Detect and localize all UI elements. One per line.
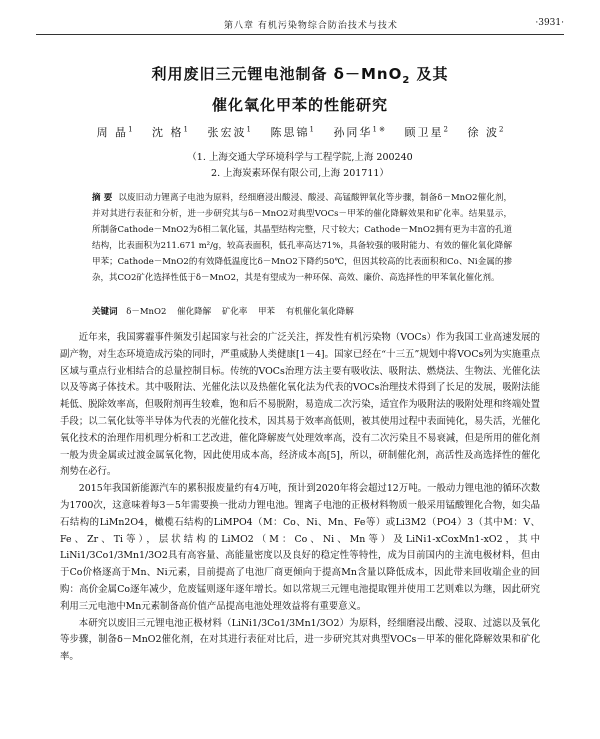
author bbox=[467, 126, 503, 139]
author-name: 徐 波 bbox=[467, 126, 499, 139]
author-affiliation-mark: 1 bbox=[246, 125, 251, 134]
body-paragraph-2: 2015年我国新能源汽车的累积报废量约有4万吨，预计到2020年将会超过12万吨。一般动力锂电池的循环次数为1700次，这意味着每3－5年需要换一批动力锂电池。锂离子电池的正极材料物质一般采用锰酸锂化合物，如尖晶石结构的LiMn2O4，橄榄石结构的LiMPO4（M：Co、Ni、Mn、Fe等）或Li3M2（PO4）3（其中M：V、Fe、Zr、Ti等），层状结构的LiMO2（M：Co、Ni、Mn等）及LiNi1-xCoxMn1-xO2，其中LiNi1/3Co1/3Mn1/3O2具有高容量、高能量密度以及良好的稳定性等特性，成为目前国内的主流电极材料，但由于Co价格逐高于Mn、Ni元素，目前提高了电池厂商更倾向于提高Mn含量以降低成本，因此带来回收端企业的回购：高价金属Co逐年减少，危废锰则逐年逐年增长。如以常规三元锂电池提取锂并使用工艺则难以为继，因此研究利用三元电池中Mn元素制备高价值产品提高电池处理效益将有重要意义。 bbox=[60, 483, 540, 612]
keywords-label: 关键词 bbox=[92, 307, 118, 317]
title-line-2: 催化氧化甲苯的性能研究 bbox=[211, 96, 388, 114]
title-line-1-text: 利用废旧三元锂电池制备 δ－MnO bbox=[151, 65, 403, 83]
author-name: 张宏波 bbox=[207, 126, 247, 139]
author-affiliation-mark: 1 bbox=[183, 125, 188, 134]
abstract bbox=[92, 190, 512, 286]
author-affiliation-mark: 1 bbox=[309, 125, 314, 134]
title-line-1-tail: 及其 bbox=[410, 65, 449, 83]
keyword: 有机催化氧化降解 bbox=[285, 307, 354, 317]
paper-title bbox=[40, 62, 560, 117]
keyword: 催化降解 bbox=[177, 307, 212, 317]
running-head-chapter: 第八章 有机污染物综合防治技术与技术 bbox=[224, 21, 398, 31]
page-number: ·3931· bbox=[535, 18, 564, 28]
author-list bbox=[40, 124, 560, 140]
keywords bbox=[92, 305, 512, 319]
abstract-text: 以废旧动力锂离子电池为原料，经细磨浸出酸浸、酸浸、高锰酸钾氧化等步骤，制备δ－MnO2催化剂，并对其进行表征和分析，进一步研究其与δ－MnO2对典型VOCs－甲苯的催化降解效果和矿化率。结果显示，所制备Cathode－MnO2为δ相二氧化锰，其晶型结构完整，尺寸较大；Cathode－MnO2拥有更为丰富的孔道结构，比表面积为211.671 m²/g，较高表面积，低孔率高达71%，具备较强的吸附能力、有效的催化氧化降解甲苯；Cathode－MnO2的有效降低温度比δ－MnO2下降约50℃，但因其较高的比表面积和Co、Ni金属的掺杂，其CO2矿化选择性低于δ－MnO2，其是有望成为一种环保、高效、廉价、高选择性的甲苯氧化催化剂。 bbox=[92, 193, 512, 283]
author-name: 沈 格 bbox=[152, 126, 184, 139]
keyword: δ－MnO2 bbox=[126, 307, 167, 317]
keyword: 矿化率 bbox=[221, 307, 248, 317]
author-name: 周 晶 bbox=[96, 126, 129, 139]
author bbox=[270, 126, 313, 139]
author-affiliation-mark: 2 bbox=[443, 125, 448, 134]
title-line-1 bbox=[40, 62, 560, 93]
author-name: 孙同华 bbox=[333, 126, 373, 139]
author-affiliation-mark: 1 bbox=[128, 125, 133, 134]
author-name: 顾卫星 bbox=[404, 126, 444, 139]
abstract-label: 摘 要 bbox=[92, 193, 113, 203]
body-paragraph-3: 本研究以废旧三元锂电池正极材料（LiNi1/3Co1/3Mn1/3O2）为原料，经细磨浸出酸、浸取、过滤以及氧化等步骤，制备δ－MnO2催化剂，在对其进行表征对比后，进一步研究其对典型VOCs－甲苯的催化降解效果和矿化率。 bbox=[60, 617, 540, 663]
keyword: 甲苯 bbox=[258, 307, 276, 317]
affiliations bbox=[40, 150, 560, 182]
author-affiliation-mark: 2 bbox=[498, 125, 504, 134]
header-divider bbox=[36, 34, 564, 35]
author bbox=[404, 126, 447, 139]
body-text bbox=[60, 330, 540, 666]
author-name: 陈思锦 bbox=[270, 126, 310, 139]
author bbox=[208, 126, 251, 139]
author bbox=[152, 126, 188, 139]
running-head bbox=[36, 18, 564, 32]
affiliation-line-1: （1. 上海交通大学环境科学与工程学院,上海 200240 bbox=[187, 152, 413, 163]
affiliation-line-2: 2. 上海炭素环保有限公司,上海 201711） bbox=[211, 168, 389, 179]
author bbox=[97, 126, 133, 139]
body-paragraph-1: 近年来，我国雾霾事件频发引起国家与社会的广泛关注，挥发性有机污染物（VOCs）作为我国工业高速发展的副产物，对生态环境造成污染的同时，严重威胁人类健康[1－4]。国家已经在“十三五”规划中将VOCs列为实施重点区域与重点行业相结合的总量控制目标。传统的VOCs治理方法主要有吸收法、吸附法、燃烧法、生物法、光催化法以及等离子体技术。其中吸附法、光催化法以及热催化氧化法为代表的VOCs治理技术得到了长足的发展，吸附法能耗低、脱除效率高，但吸附剂再生较难，饱和后不易脱附，易造成二次污染，适宜作为吸附法的吸附处理和终端处置手段；以二氧化钛等半导体为代表的光催化技术，因其易于效率高低则，被其使用过程中表面钝化，易失活，光催化氧化技术的治理作用机理分析和工艺改进，催化降解废气处理效率高，没有二次污染且不易衰减，但是所用的催化剂一般为贵金属或过渡金属氧化物，因此使用成本高，经济成本高[5]，所以，研制催化剂，高活性及高选择性的催化剂势在必行。 bbox=[60, 332, 540, 478]
author-affiliation-mark: 1 ※ bbox=[372, 125, 385, 134]
title-subscript: 2 bbox=[402, 75, 411, 86]
author bbox=[333, 126, 385, 139]
